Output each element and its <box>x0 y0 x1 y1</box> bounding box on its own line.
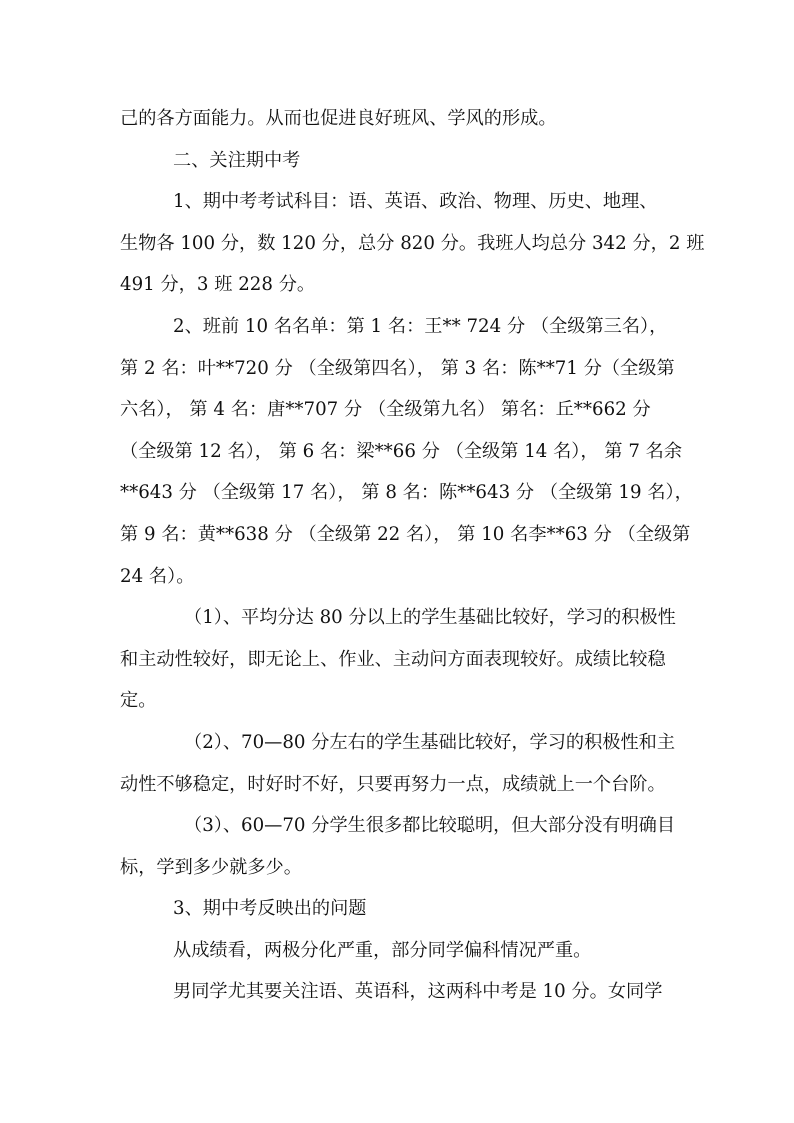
text-line: （全级第 12 名）， 第 6 名：梁**66 分 （全级第 14 名）， 第 7 名余 <box>120 440 683 462</box>
text-line: 男同学尤其要关注语、英语科，这两科中考是 10 分。女同学 <box>173 981 663 1003</box>
text-line: （2）、70—80 分左右的学生基础比较好，学习的积极性和主 <box>184 731 676 753</box>
section-heading-midterm <box>120 140 682 182</box>
text-line: 定。 <box>120 690 157 712</box>
document-body <box>120 98 705 1013</box>
paragraph-polarization <box>120 930 682 972</box>
text-line: （1）、平均分达 80 分以上的学生基础比较好，学习的积极性 <box>184 607 676 629</box>
text-line: 第 9 名：黄**638 分 （全级第 22 名）， 第 10 名李**63 分 （全级第 <box>120 523 691 545</box>
section-heading-problems <box>120 888 682 930</box>
text-line: 24 名）。 <box>120 565 195 587</box>
text-line: 六名）， 第 4 名：唐**707 分 （全级第九名） 第名：丘**662 分 <box>120 399 651 421</box>
paragraph-group-60-70 <box>120 805 682 888</box>
paragraph-exam-subjects <box>120 181 705 306</box>
text-line: 动性不够稳定，时好时不好，只要再努力一点，成绩就上一个台阶。 <box>120 773 666 795</box>
heading-line: 3、期中考反映出的问题 <box>173 898 367 920</box>
paragraph-group-70-80 <box>120 722 682 805</box>
text-line: 491 分，3 班 228 分。 <box>120 274 316 296</box>
paragraph-group-80-plus <box>120 597 682 722</box>
paragraph-continuation <box>120 98 682 140</box>
text-line: **643 分 （全级第 17 名）， 第 8 名：陈**643 分 （全级第 19 名）， <box>120 482 693 504</box>
text-line: 1、期中考考试科目：语、英语、政治、物理、历史、地理、 <box>173 191 658 213</box>
text-line: 生物各 100 分，数 120 分，总分 820 分。我班人均总分 342 分，2 班 <box>120 232 705 254</box>
heading-line: 二、关注期中考 <box>173 149 301 171</box>
text-line: 从成绩看，两极分化严重，部分同学偏科情况严重。 <box>173 939 592 961</box>
paragraph-male-students <box>120 971 682 1013</box>
text-line: （3）、60—70 分学生很多都比较聪明，但大部分没有明确目 <box>184 815 676 837</box>
text-line: 己的各方面能力。从而也促进良好班风、学风的形成。 <box>120 108 557 129</box>
text-line: 2、班前 10 名名单：第 1 名：王** 724 分 （全级第三名）， <box>173 315 668 337</box>
text-line: 第 2 名：叶**720 分 （全级第四名）， 第 3 名：陈**71 分（全级第 <box>120 357 675 379</box>
paragraph-top-ten-list <box>120 306 693 597</box>
text-line: 标，学到多少就多少。 <box>120 856 302 878</box>
text-line: 和主动性较好，即无论上、作业、主动问方面表现较好。成绩比较稳 <box>120 648 666 670</box>
